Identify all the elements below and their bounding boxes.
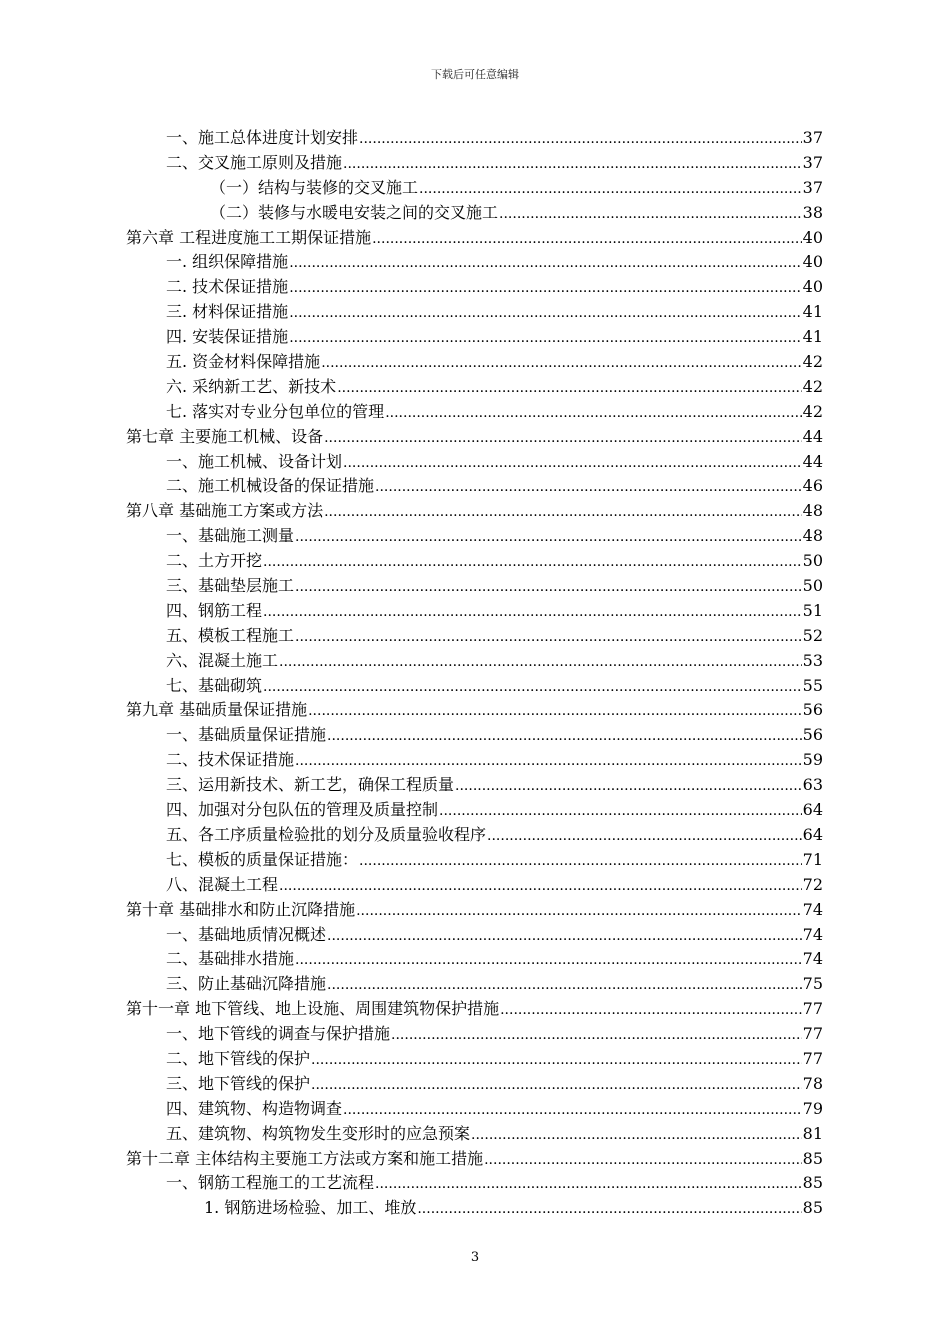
toc-entry-title: 四. 安装保证措施 — [166, 327, 289, 347]
toc-entry-title: 一、施工机械、设备计划 — [166, 451, 343, 471]
toc-entry-title: 三、运用新技术、新工艺，确保工程质量 — [166, 775, 455, 795]
toc-entry-title: 五、各工序质量检验批的划分及质量验收程序 — [166, 824, 487, 844]
toc-entry[interactable] — [126, 1072, 823, 1097]
toc-dot-leader — [500, 997, 802, 1023]
toc-entry[interactable] — [126, 649, 823, 674]
toc-entry-page: 48 — [802, 501, 823, 521]
toc-dot-leader — [484, 1147, 802, 1173]
toc-entry-page: 53 — [802, 650, 823, 670]
toc-entry-page: 63 — [802, 775, 823, 795]
toc-entry-page: 38 — [802, 202, 823, 222]
toc-dot-leader — [289, 325, 801, 351]
toc-entry-page: 56 — [802, 725, 823, 745]
toc-entry[interactable] — [126, 773, 823, 798]
toc-entry[interactable] — [126, 250, 823, 275]
toc-dot-leader — [324, 425, 802, 451]
toc-dot-leader — [295, 574, 802, 600]
toc-entry-page: 44 — [802, 451, 823, 471]
toc-dot-leader — [359, 126, 802, 152]
toc-entry[interactable] — [126, 126, 823, 151]
toc-entry[interactable] — [126, 300, 823, 325]
toc-entry[interactable] — [126, 748, 823, 773]
toc-entry-page: 40 — [802, 277, 823, 297]
toc-entry-page: 50 — [802, 576, 823, 596]
toc-entry-title: 五、模板工程施工 — [166, 625, 295, 645]
toc-dot-leader — [359, 848, 802, 874]
toc-entry-title: 七、基础砌筑 — [166, 675, 263, 695]
toc-dot-leader — [279, 649, 802, 675]
toc-entry-page: 75 — [802, 974, 823, 994]
toc-entry-title: 六. 采纳新工艺、新技术 — [166, 376, 337, 396]
toc-dot-leader — [385, 400, 801, 426]
toc-entry-title: 一、钢筋工程施工的工艺流程 — [166, 1173, 375, 1193]
toc-entry-page: 37 — [802, 177, 823, 197]
toc-entry-page: 72 — [802, 874, 823, 894]
toc-entry-title: 三、地下管线的保护 — [166, 1073, 311, 1093]
toc-dot-leader — [263, 674, 802, 700]
toc-dot-leader — [356, 898, 802, 924]
toc-entry[interactable] — [126, 1196, 823, 1221]
toc-entry[interactable] — [126, 624, 823, 649]
toc-entry-page: 46 — [802, 476, 823, 496]
toc-entry-title: 第九章 基础质量保证措施 — [126, 700, 308, 720]
toc-entry-title: 一、基础质量保证措施 — [166, 725, 327, 745]
toc-entry-page: 85 — [802, 1148, 823, 1168]
toc-entry-title: 五. 资金材料保障措施 — [166, 352, 321, 372]
toc-dot-leader — [295, 748, 802, 774]
toc-entry[interactable] — [126, 176, 823, 201]
toc-dot-leader — [327, 972, 802, 998]
toc-entry-page: 79 — [802, 1098, 823, 1118]
toc-entry[interactable] — [126, 997, 823, 1022]
toc-entry[interactable] — [126, 574, 823, 599]
toc-entry-page: 56 — [802, 700, 823, 720]
toc-entry-title: （一）结构与装修的交叉施工 — [210, 177, 419, 197]
toc-dot-leader — [263, 599, 802, 625]
toc-dot-leader — [499, 201, 802, 227]
toc-entry-title: 1. 钢筋进场检验、加工、堆放 — [204, 1198, 417, 1218]
toc-entry-title: 三. 材料保证措施 — [166, 302, 289, 322]
toc-entry[interactable] — [126, 848, 823, 873]
toc-dot-leader — [375, 1171, 802, 1197]
toc-dot-leader — [289, 275, 801, 301]
toc-entry[interactable] — [126, 1097, 823, 1122]
toc-entry-title: 四、钢筋工程 — [166, 600, 263, 620]
toc-dot-leader — [471, 1122, 802, 1148]
toc-entry-page: 50 — [802, 551, 823, 571]
toc-entry-page: 37 — [802, 128, 823, 147]
toc-entry[interactable] — [126, 698, 823, 723]
toc-entry-page: 52 — [802, 625, 823, 645]
toc-entry-title: 第七章 主要施工机械、设备 — [126, 426, 324, 446]
toc-entry-page: 41 — [802, 302, 823, 322]
toc-entry-title: 二、土方开挖 — [166, 551, 263, 571]
toc-entry-page: 74 — [802, 924, 823, 944]
toc-entry-page: 44 — [802, 426, 823, 446]
toc-entry-title: 一、基础地质情况概述 — [166, 924, 327, 944]
toc-entry-title: 一、基础施工测量 — [166, 526, 295, 546]
table-of-contents — [126, 126, 823, 1221]
toc-dot-leader — [321, 350, 801, 376]
page-header: 下载后可任意编辑 — [431, 68, 519, 81]
toc-entry-title: 三、防止基础沉降措施 — [166, 974, 327, 994]
toc-entry[interactable] — [126, 1122, 823, 1147]
toc-entry-title: 第十章 基础排水和防止沉降措施 — [126, 899, 356, 919]
toc-dot-leader — [372, 226, 802, 252]
toc-entry-page: 55 — [802, 675, 823, 695]
toc-dot-leader — [295, 524, 802, 550]
toc-entry[interactable] — [126, 972, 823, 997]
toc-dot-leader — [337, 375, 801, 401]
toc-dot-leader — [295, 947, 802, 973]
toc-entry-page: 59 — [802, 750, 823, 770]
toc-entry[interactable] — [126, 450, 823, 475]
toc-dot-leader — [343, 151, 802, 177]
toc-entry[interactable] — [126, 499, 823, 524]
toc-entry[interactable] — [126, 350, 823, 375]
toc-entry-page: 85 — [802, 1173, 823, 1193]
toc-entry-page: 77 — [802, 1048, 823, 1068]
toc-entry[interactable] — [126, 723, 823, 748]
toc-entry-page: 42 — [802, 376, 823, 396]
toc-entry-page: 85 — [802, 1198, 823, 1218]
toc-dot-leader — [419, 176, 802, 202]
toc-entry[interactable] — [126, 400, 823, 425]
toc-dot-leader — [279, 873, 802, 899]
toc-entry[interactable] — [126, 375, 823, 400]
toc-dot-leader — [327, 723, 802, 749]
toc-entry[interactable] — [126, 1147, 823, 1172]
toc-entry-title: 第十一章 地下管线、地上设施、周围建筑物保护措施 — [126, 999, 500, 1019]
toc-entry-page: 78 — [802, 1073, 823, 1093]
toc-entry[interactable] — [126, 425, 823, 450]
toc-entry-page: 37 — [802, 152, 823, 172]
toc-entry-page: 42 — [802, 352, 823, 372]
toc-entry[interactable] — [126, 549, 823, 574]
toc-entry[interactable] — [126, 151, 823, 176]
toc-entry[interactable] — [126, 1022, 823, 1047]
toc-entry-page: 64 — [802, 800, 823, 820]
toc-entry[interactable] — [126, 947, 823, 972]
toc-dot-leader — [455, 773, 802, 799]
toc-entry-page: 51 — [802, 600, 823, 620]
toc-entry[interactable] — [126, 325, 823, 350]
toc-entry[interactable] — [126, 226, 823, 251]
toc-entry[interactable] — [126, 923, 823, 948]
toc-entry-page: 40 — [802, 227, 823, 247]
toc-dot-leader — [263, 549, 802, 575]
toc-dot-leader — [324, 499, 802, 525]
toc-entry-title: 四、建筑物、构造物调查 — [166, 1098, 343, 1118]
toc-entry-page: 81 — [802, 1123, 823, 1143]
toc-entry[interactable] — [126, 674, 823, 699]
page-number: 3 — [470, 1250, 480, 1265]
toc-entry-title: 二、地下管线的保护 — [166, 1048, 311, 1068]
toc-entry[interactable] — [126, 823, 823, 848]
toc-entry[interactable] — [126, 275, 823, 300]
toc-entry[interactable] — [126, 524, 823, 549]
toc-entry-title: 三、基础垫层施工 — [166, 576, 295, 596]
toc-dot-leader — [327, 923, 802, 949]
toc-dot-leader — [289, 300, 801, 326]
toc-entry-title: 七、模板的质量保证措施： — [166, 849, 359, 869]
toc-entry-title: 一、地下管线的调查与保护措施 — [166, 1024, 391, 1044]
toc-dot-leader — [417, 1196, 801, 1222]
toc-entry-title: 第六章 工程进度施工工期保证措施 — [126, 227, 372, 247]
toc-entry-page: 42 — [802, 401, 823, 421]
toc-entry-page: 40 — [802, 252, 823, 272]
toc-entry-title: 四、加强对分包队伍的管理及质量控制 — [166, 800, 439, 820]
toc-dot-leader — [311, 1047, 802, 1073]
toc-entry[interactable] — [126, 201, 823, 226]
toc-entry-title: 五、建筑物、构筑物发生变形时的应急预案 — [166, 1123, 471, 1143]
toc-entry-title: （二）装修与水暖电安装之间的交叉施工 — [210, 202, 499, 222]
toc-entry-title: 二. 技术保证措施 — [166, 277, 289, 297]
toc-dot-leader — [343, 450, 802, 476]
toc-entry-title: 第八章 基础施工方案或方法 — [126, 501, 324, 521]
toc-dot-leader — [391, 1022, 802, 1048]
toc-entry[interactable] — [126, 1047, 823, 1072]
toc-entry-title: 六、混凝土施工 — [166, 650, 279, 670]
toc-dot-leader — [289, 250, 801, 276]
toc-entry-page: 41 — [802, 327, 823, 347]
toc-entry[interactable] — [126, 599, 823, 624]
toc-dot-leader — [375, 474, 802, 500]
toc-dot-leader — [343, 1097, 802, 1123]
toc-dot-leader — [308, 698, 802, 724]
toc-entry-page: 71 — [802, 849, 823, 869]
toc-entry-page: 64 — [802, 824, 823, 844]
toc-entry-title: 二、技术保证措施 — [166, 750, 295, 770]
toc-entry-page: 48 — [802, 526, 823, 546]
toc-entry-title: 一、施工总体进度计划安排 — [166, 128, 359, 147]
toc-entry-title: 第十二章 主体结构主要施工方法或方案和施工措施 — [126, 1148, 484, 1168]
toc-dot-leader — [487, 823, 802, 849]
toc-dot-leader — [311, 1072, 802, 1098]
toc-entry-page: 77 — [802, 1024, 823, 1044]
toc-entry-page: 74 — [802, 949, 823, 969]
toc-entry[interactable] — [126, 1171, 823, 1196]
toc-entry-title: 二、交叉施工原则及措施 — [166, 152, 343, 172]
toc-entry[interactable] — [126, 873, 823, 898]
toc-entry-page: 74 — [802, 899, 823, 919]
toc-dot-leader — [295, 624, 802, 650]
toc-dot-leader — [439, 798, 802, 824]
toc-entry-title: 一. 组织保障措施 — [166, 252, 289, 272]
toc-entry-title: 七. 落实对专业分包单位的管理 — [166, 401, 385, 421]
toc-entry-title: 二、基础排水措施 — [166, 949, 295, 969]
toc-entry[interactable] — [126, 474, 823, 499]
toc-entry[interactable] — [126, 798, 823, 823]
toc-entry-title: 八、混凝土工程 — [166, 874, 279, 894]
toc-entry[interactable] — [126, 898, 823, 923]
toc-entry-title: 二、施工机械设备的保证措施 — [166, 476, 375, 496]
toc-entry-page: 77 — [802, 999, 823, 1019]
